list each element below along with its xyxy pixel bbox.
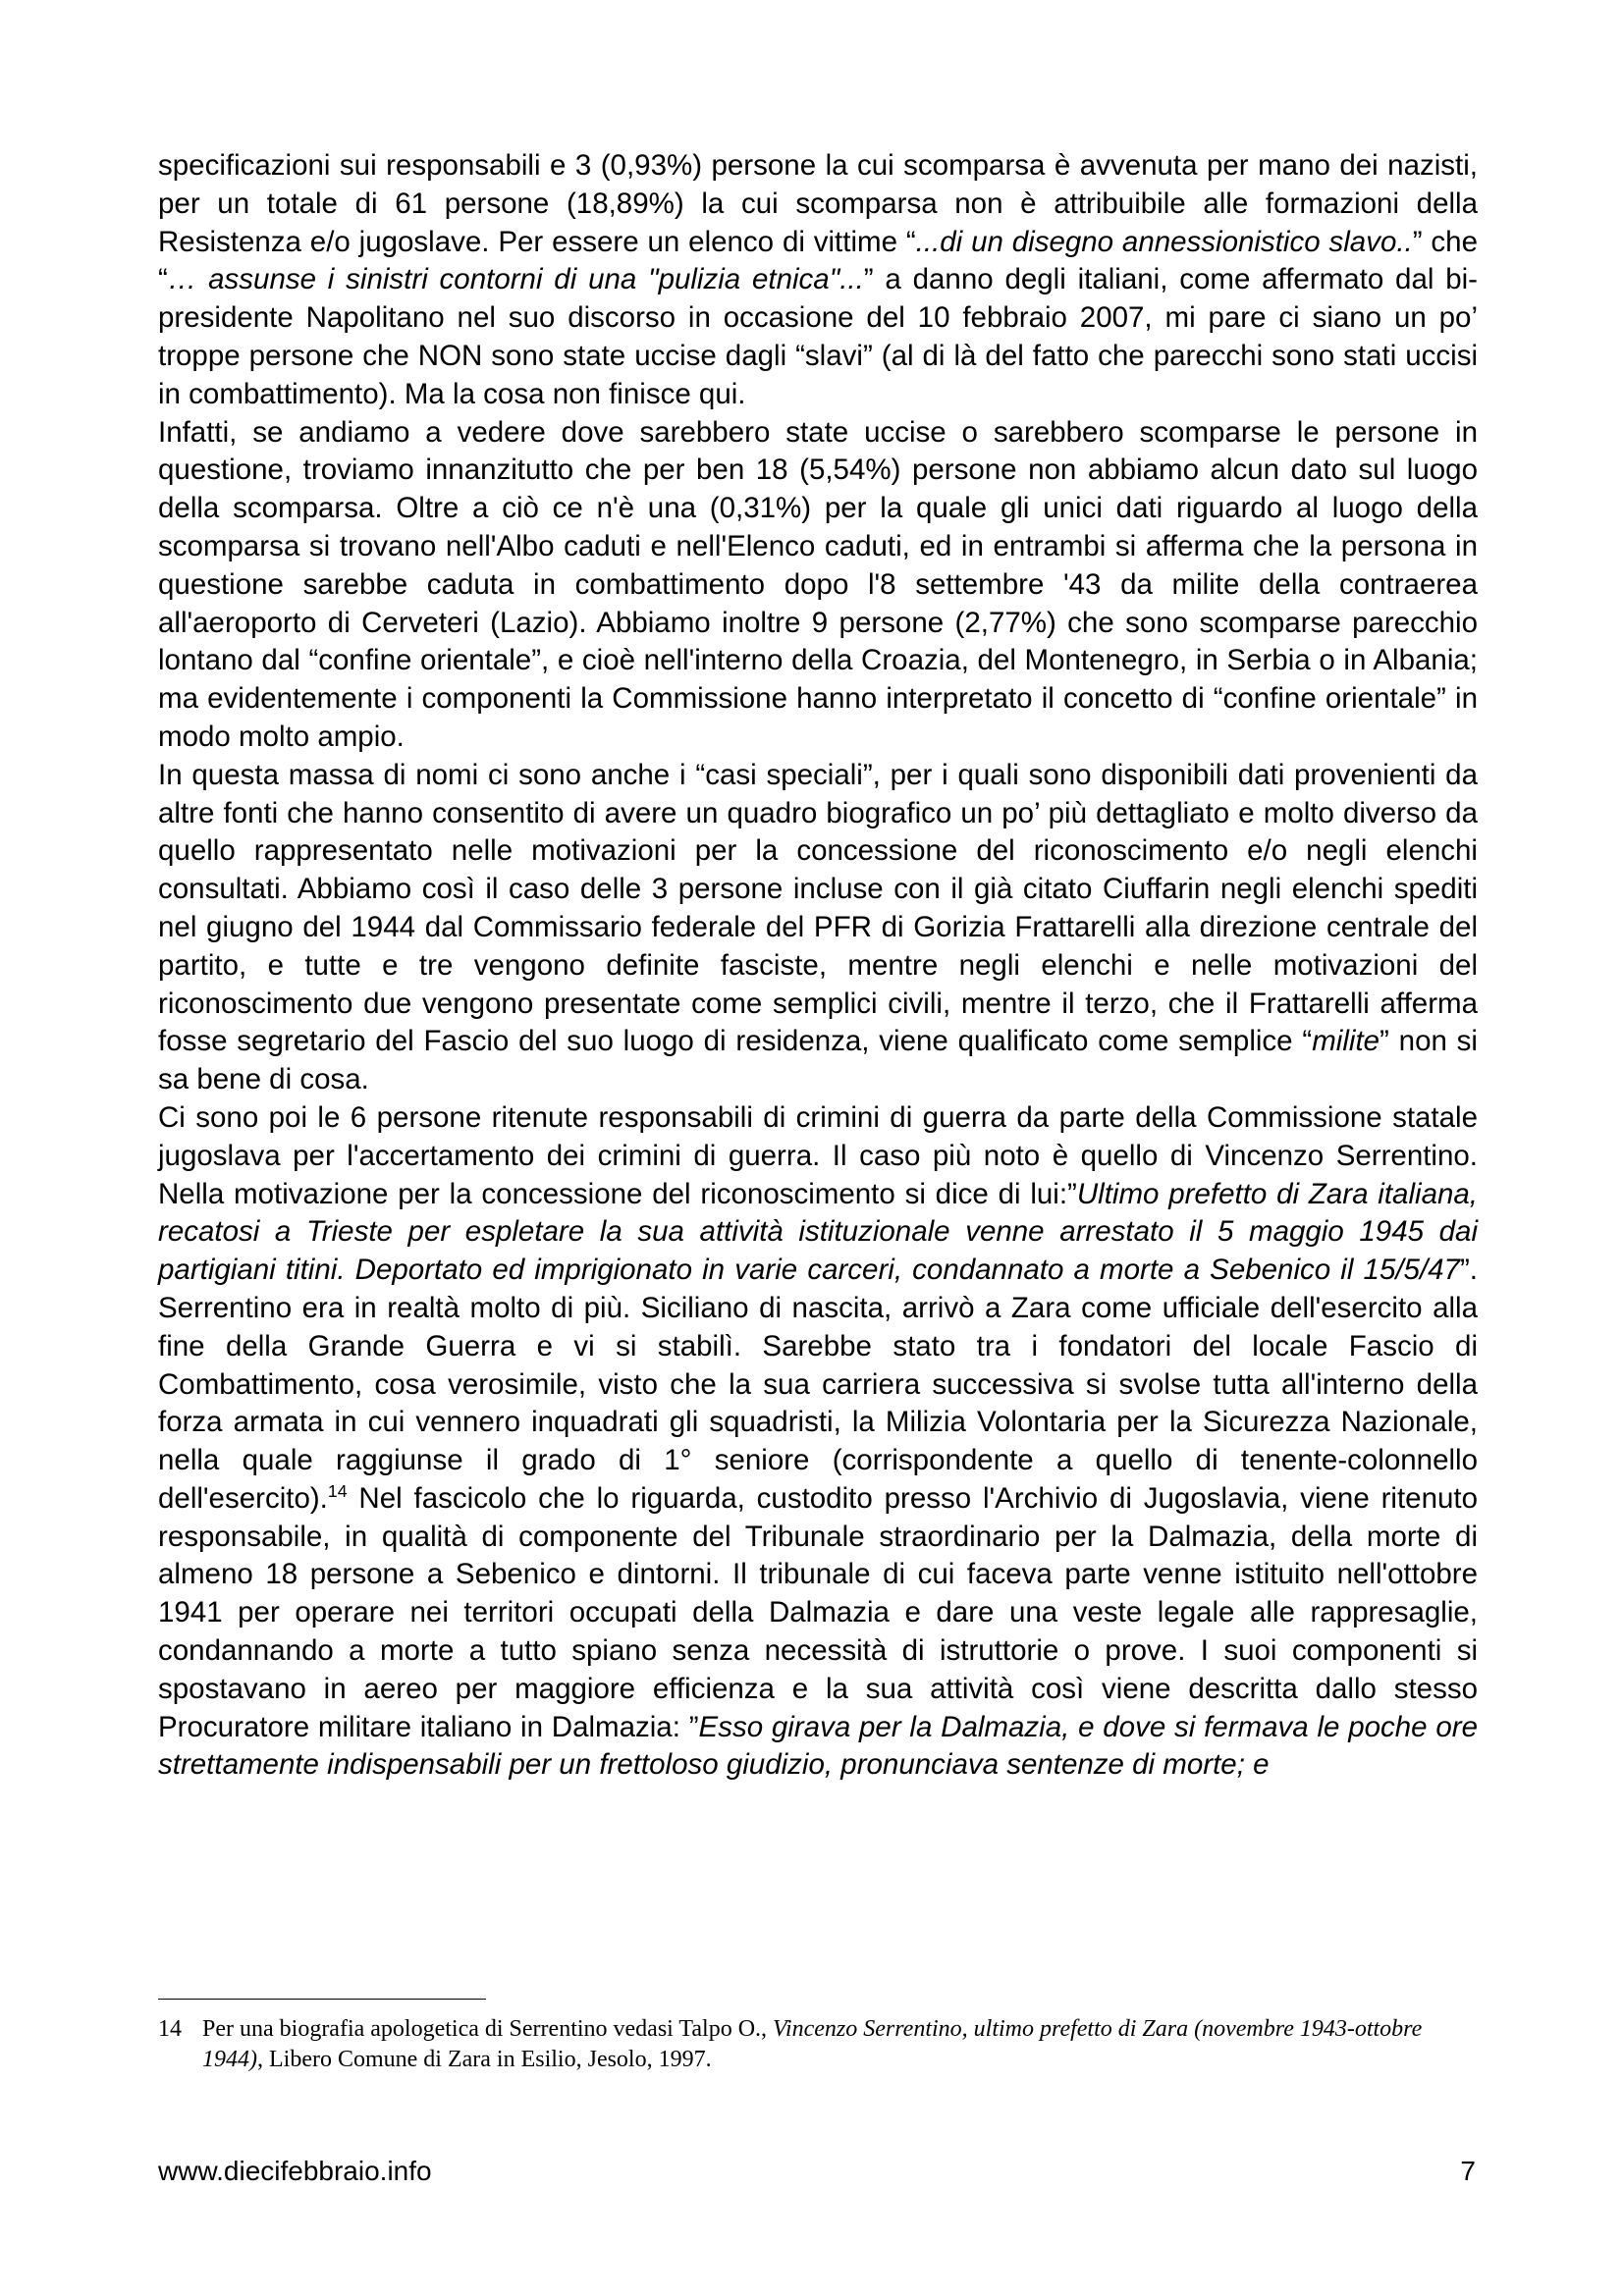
footer-url[interactable]: www.diecifebbraio.info: [158, 2156, 432, 2186]
text-run: ” non si sa bene di cosa.: [158, 1025, 1478, 1096]
italic-text-run: … assunse i sinistri contorni di una "pulizia etnica"...: [167, 263, 864, 296]
footnote-text: [202, 2014, 1478, 2075]
text-run: specificazioni sui responsabili e 3 (0,93%) persone la cui scomparsa è avvenuta per mano dei nazisti, per un totale di 61 persone (18,89%) la cui scomparsa non è attribuibile alle formazioni della Resistenza e/o jugoslave. Per essere un elenco di vittime “: [158, 149, 1478, 258]
text-run: , Libero Comune di Zara in Esilio, Jesolo, 1997.: [257, 2047, 712, 2072]
text-run: Ci sono poi le 6 persone ritenute responsabili di crimini di guerra da parte della Commissione statale jugoslava per l'accertamento dei crimini di guerra. Il caso più noto è quello di Vincenzo Serrentino. Nella motivazione per la concessione del riconoscimento si dice di lui:”: [158, 1100, 1478, 1210]
text-run: ”. Serrentino era in realtà molto di più. Siciliano di nascita, arrivò a Zara come ufficiale dell'esercito alla fine della Grande Guerra e vi si stabilì. Sarebbe stato tra i fondatori del locale Fascio di Combattimento, cosa verosimile, visto che la sua carriera successiva si svolse tutta all'interno della forza armata in cui vennero inquadrati gli squadristi, la Milizia Volontaria per la Sicurezza Nazionale, nella quale raggiunse il grado di 1° seniore (corrispondente a quello di tenente-colonnello dell'esercito).: [158, 1254, 1478, 1515]
footnote-number: 14: [158, 2016, 182, 2042]
text-run: Per una biografia apologetica di Serrentino vedasi Talpo O.,: [202, 2016, 774, 2042]
text-run: In questa massa di nomi ci sono anche i “casi speciali”, per i quali sono disponibili dati provenienti da altre fonti che hanno consentito di avere un quadro biografico un po’ più dettagliato e molto diverso da quello rappresentato nelle motivazioni per la concessione del riconoscimento e/o negli elenchi consultati. Abbiamo così il caso delle 3 persone incluse con il già citato Ciuffarin negli elenchi spediti nel giugno del 1944 dal Commissario federale del PFR di Gorizia Frattarelli alla direzione centrale del partito, e tutte e tre vengono definite fasciste, mentre negli elenchi e nelle motivazioni del riconoscimento due vengono presentate come semplici civili, mentre il terzo, che il Frattarelli afferma fosse segretario del Fascio del suo luogo di residenza, viene qualificato come semplice “: [158, 758, 1478, 1058]
italic-text-run: ...di un disegno annessionistico slavo..: [915, 225, 1413, 258]
paragraph: [158, 1099, 1478, 1785]
text-run: ” a danno degli italiani, come affermato dal bi-presidente Napolitano nel suo discorso in occasione del 10 febbraio 2007, mi pare ci siano un po’ troppe persone che NON sono state uccise dagli “slavi” (al di là del fatto che parecchi sono stati uccisi in combattimento). Ma la cosa non finisce qui.: [158, 263, 1478, 410]
footnote: [158, 2014, 1478, 2075]
paragraph: [158, 147, 1478, 414]
italic-text-run: Vincenzo Serrentino, ultimo prefetto di Zara (novembre 1943-ottobre 1944): [202, 2016, 1423, 2072]
paragraph: [158, 757, 1478, 1099]
text-run: ” che “: [158, 225, 1478, 296]
footnote-separator: [158, 1999, 486, 2000]
body-text: [158, 147, 1478, 1785]
italic-text-run: Ultimo prefetto di Zara italiana, recatosi a Trieste per espletare la sua attività istituzionale venne arrestato il 5 maggio 1945 dai partigiani titini. Deportato ed imprigionato in varie carceri, condannato a morte a Sebenico il 15/5/47: [158, 1177, 1478, 1287]
page-number: 7: [1460, 2156, 1476, 2186]
footnote-reference: 14: [327, 1481, 348, 1502]
text-run: Nel fascicolo che lo riguarda, custodito presso l'Archivio di Jugoslavia, viene ritenuto responsabile, in qualità di componente del Tribunale straordinario per la Dalmazia, della morte di almeno 18 persone a Sebenico e dintorni. Il tribunale di cui faceva parte venne istituito nell'ottobre 1941 per operare nei territori occupati della Dalmazia e dare una veste legale alle rappresaglie, condannando a morte a tutto spiano senza necessità di istruttorie o prove. I suoi componenti si spostavano in aereo per maggiore efficienza e la sua attività così viene descritta dallo stesso Procuratore militare italiano in Dalmazia: ”: [158, 1481, 1478, 1743]
italic-text-run: Esso girava per la Dalmazia, e dove si fermava le poche ore strettamente indispensabili per un frettoloso giudizio, pronunciava sentenze di morte; e: [158, 1710, 1478, 1782]
text-run: Infatti, se andiamo a vedere dove sarebbero state uccise o sarebbero scomparse le persone in questione, troviamo innanzitutto che per ben 18 (5,54%) persone non abbiamo alcun dato sul luogo della scomparsa. Oltre a ciò ce n'è una (0,31%) per la quale gli unici dati riguardo al luogo della scomparsa si trovano nell'Albo caduti e nell'Elenco caduti, ed in entrambi si afferma che la persona in questione sarebbe caduta in combattimento dopo l'8 settembre '43 da milite della contraerea all'aeroporto di Cerveteri (Lazio). Abbiamo inoltre 9 persone (2,77%) che sono scomparse parecchio lontano dal “confine orientale”, e cioè nell'interno della Croazia, del Montenegro, in Serbia o in Albania; ma evidentemente i componenti la Commissione hanno interpretato il concetto di “confine orientale” in modo molto ampio.: [158, 415, 1478, 753]
paragraph: [158, 414, 1478, 757]
italic-text-run: milite: [1312, 1025, 1380, 1058]
